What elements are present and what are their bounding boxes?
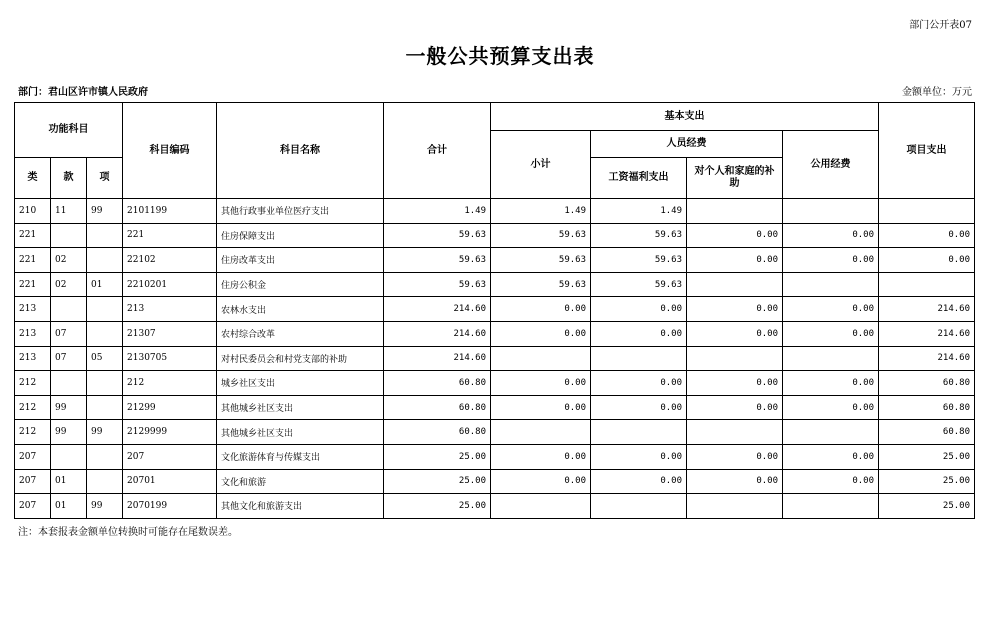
table-row — [15, 420, 975, 445]
cell-kuan — [51, 223, 87, 248]
cell-kuan: 99 — [51, 395, 87, 420]
cell-code: 207 — [123, 444, 217, 469]
cell-lei: 221 — [15, 223, 51, 248]
cell-project: 0.00 — [879, 223, 975, 248]
cell-kuan: 11 — [51, 199, 87, 224]
cell-xiang: 99 — [87, 494, 123, 519]
header-subtotal: 小计 — [491, 131, 591, 199]
cell-total: 25.00 — [384, 444, 491, 469]
table-body — [15, 199, 975, 519]
cell-individual: 0.00 — [687, 469, 783, 494]
table-row — [15, 248, 975, 273]
cell-total: 60.80 — [384, 371, 491, 396]
cell-total: 60.80 — [384, 420, 491, 445]
cell-public: 0.00 — [783, 395, 879, 420]
cell-individual — [687, 346, 783, 371]
footer-note: 注：本套报表金额单位转换时可能存在尾数误差。 — [18, 527, 238, 538]
cell-public — [783, 346, 879, 371]
header-project: 项目支出 — [879, 103, 975, 199]
table-row — [15, 346, 975, 371]
cell-xiang: 99 — [87, 199, 123, 224]
cell-lei: 221 — [15, 248, 51, 273]
cell-xiang: 01 — [87, 272, 123, 297]
cell-project: 214.60 — [879, 321, 975, 346]
table-row — [15, 223, 975, 248]
cell-kuan: 99 — [51, 420, 87, 445]
cell-xiang — [87, 248, 123, 273]
cell-total: 25.00 — [384, 469, 491, 494]
cell-project: 25.00 — [879, 444, 975, 469]
header-public: 公用经费 — [783, 131, 879, 199]
cell-lei: 210 — [15, 199, 51, 224]
cell-code: 213 — [123, 297, 217, 322]
cell-total: 59.63 — [384, 272, 491, 297]
cell-project: 214.60 — [879, 297, 975, 322]
form-number: 部门公开表07 — [909, 20, 972, 31]
table-row — [15, 321, 975, 346]
cell-project: 0.00 — [879, 248, 975, 273]
cell-kuan — [51, 371, 87, 396]
cell-lei: 213 — [15, 346, 51, 371]
cell-name: 文化旅游体育与传媒支出 — [217, 444, 384, 469]
cell-subtotal: 0.00 — [491, 395, 591, 420]
cell-code: 2129999 — [123, 420, 217, 445]
header-func-subject: 功能科目 — [15, 103, 123, 158]
cell-kuan — [51, 444, 87, 469]
cell-lei: 213 — [15, 297, 51, 322]
header-total: 合计 — [384, 103, 491, 199]
cell-individual: 0.00 — [687, 297, 783, 322]
cell-wages — [591, 420, 687, 445]
cell-public: 0.00 — [783, 248, 879, 273]
cell-code: 21307 — [123, 321, 217, 346]
cell-total: 59.63 — [384, 248, 491, 273]
cell-individual: 0.00 — [687, 223, 783, 248]
budget-table — [14, 102, 975, 519]
cell-code: 20701 — [123, 469, 217, 494]
cell-wages: 0.00 — [591, 297, 687, 322]
table-row — [15, 371, 975, 396]
cell-subtotal: 0.00 — [491, 321, 591, 346]
cell-code: 2101199 — [123, 199, 217, 224]
cell-wages: 59.63 — [591, 223, 687, 248]
table-row — [15, 395, 975, 420]
cell-public — [783, 272, 879, 297]
cell-project: 25.00 — [879, 469, 975, 494]
cell-name: 其他城乡社区支出 — [217, 395, 384, 420]
cell-public — [783, 494, 879, 519]
cell-lei: 212 — [15, 420, 51, 445]
cell-wages: 0.00 — [591, 444, 687, 469]
header-code: 科目编码 — [123, 103, 217, 199]
cell-public: 0.00 — [783, 223, 879, 248]
cell-project: 25.00 — [879, 494, 975, 519]
cell-code: 2130705 — [123, 346, 217, 371]
cell-kuan: 02 — [51, 248, 87, 273]
cell-name: 住房保障支出 — [217, 223, 384, 248]
cell-kuan: 07 — [51, 321, 87, 346]
cell-name: 对村民委员会和村党支部的补助 — [217, 346, 384, 371]
cell-public: 0.00 — [783, 371, 879, 396]
cell-subtotal — [491, 420, 591, 445]
cell-code: 22102 — [123, 248, 217, 273]
cell-individual: 0.00 — [687, 371, 783, 396]
cell-lei: 212 — [15, 395, 51, 420]
cell-subtotal: 0.00 — [491, 444, 591, 469]
cell-individual — [687, 272, 783, 297]
cell-individual: 0.00 — [687, 444, 783, 469]
cell-xiang: 99 — [87, 420, 123, 445]
cell-wages: 59.63 — [591, 272, 687, 297]
header-xiang: 项 — [87, 158, 123, 199]
cell-individual — [687, 199, 783, 224]
cell-wages: 0.00 — [591, 395, 687, 420]
cell-lei: 221 — [15, 272, 51, 297]
cell-total: 25.00 — [384, 494, 491, 519]
cell-name: 住房公积金 — [217, 272, 384, 297]
cell-wages: 0.00 — [591, 371, 687, 396]
cell-lei: 207 — [15, 469, 51, 494]
header-kuan: 款 — [51, 158, 87, 199]
cell-lei: 207 — [15, 444, 51, 469]
cell-public: 0.00 — [783, 297, 879, 322]
cell-name: 住房改革支出 — [217, 248, 384, 273]
cell-subtotal: 59.63 — [491, 223, 591, 248]
header-wages: 工资福利支出 — [591, 158, 687, 199]
cell-individual — [687, 494, 783, 519]
cell-xiang: 05 — [87, 346, 123, 371]
cell-code: 21299 — [123, 395, 217, 420]
cell-public — [783, 420, 879, 445]
cell-total: 59.63 — [384, 223, 491, 248]
header-personnel: 人员经费 — [591, 131, 783, 158]
cell-subtotal: 59.63 — [491, 272, 591, 297]
cell-project — [879, 199, 975, 224]
cell-total: 60.80 — [384, 395, 491, 420]
cell-subtotal: 59.63 — [491, 248, 591, 273]
cell-kuan — [51, 297, 87, 322]
cell-kuan: 01 — [51, 469, 87, 494]
cell-lei: 212 — [15, 371, 51, 396]
cell-subtotal: 1.49 — [491, 199, 591, 224]
header-basic: 基本支出 — [491, 103, 879, 131]
cell-public: 0.00 — [783, 321, 879, 346]
cell-subtotal — [491, 494, 591, 519]
header-lei: 类 — [15, 158, 51, 199]
cell-public — [783, 199, 879, 224]
cell-xiang — [87, 297, 123, 322]
cell-project — [879, 272, 975, 297]
cell-kuan: 07 — [51, 346, 87, 371]
page-title: 一般公共预算支出表 — [405, 44, 595, 68]
cell-lei: 213 — [15, 321, 51, 346]
cell-total: 1.49 — [384, 199, 491, 224]
cell-subtotal: 0.00 — [491, 371, 591, 396]
table-row — [15, 272, 975, 297]
cell-subtotal — [491, 346, 591, 371]
cell-lei: 207 — [15, 494, 51, 519]
cell-kuan: 02 — [51, 272, 87, 297]
cell-wages: 1.49 — [591, 199, 687, 224]
cell-total: 214.60 — [384, 297, 491, 322]
table-row — [15, 444, 975, 469]
cell-code: 2070199 — [123, 494, 217, 519]
cell-total: 214.60 — [384, 321, 491, 346]
cell-project: 60.80 — [879, 420, 975, 445]
table-row — [15, 469, 975, 494]
table-row — [15, 199, 975, 224]
cell-wages — [591, 346, 687, 371]
cell-individual — [687, 420, 783, 445]
cell-name: 农林水支出 — [217, 297, 384, 322]
cell-project: 60.80 — [879, 395, 975, 420]
cell-wages: 0.00 — [591, 321, 687, 346]
cell-xiang — [87, 321, 123, 346]
cell-name: 文化和旅游 — [217, 469, 384, 494]
table-row — [15, 494, 975, 519]
cell-public: 0.00 — [783, 469, 879, 494]
cell-wages: 0.00 — [591, 469, 687, 494]
cell-wages — [591, 494, 687, 519]
cell-xiang — [87, 223, 123, 248]
cell-name: 其他行政事业单位医疗支出 — [217, 199, 384, 224]
amount-unit-label: 金额单位：万元 — [902, 87, 972, 98]
cell-code: 2210201 — [123, 272, 217, 297]
cell-project: 214.60 — [879, 346, 975, 371]
cell-project: 60.80 — [879, 371, 975, 396]
cell-xiang — [87, 469, 123, 494]
cell-xiang — [87, 444, 123, 469]
header-name: 科目名称 — [217, 103, 384, 199]
cell-subtotal: 0.00 — [491, 469, 591, 494]
cell-xiang — [87, 371, 123, 396]
cell-name: 其他文化和旅游支出 — [217, 494, 384, 519]
cell-individual: 0.00 — [687, 395, 783, 420]
cell-individual: 0.00 — [687, 248, 783, 273]
cell-individual: 0.00 — [687, 321, 783, 346]
cell-name: 城乡社区支出 — [217, 371, 384, 396]
cell-wages: 59.63 — [591, 248, 687, 273]
cell-name: 其他城乡社区支出 — [217, 420, 384, 445]
cell-xiang — [87, 395, 123, 420]
header-individual: 对个人和家庭的补助 — [687, 158, 783, 199]
cell-code: 212 — [123, 371, 217, 396]
department-label: 部门：君山区许市镇人民政府 — [18, 87, 148, 98]
cell-kuan: 01 — [51, 494, 87, 519]
table-row — [15, 297, 975, 322]
cell-total: 214.60 — [384, 346, 491, 371]
cell-name: 农村综合改革 — [217, 321, 384, 346]
cell-public: 0.00 — [783, 444, 879, 469]
cell-subtotal: 0.00 — [491, 297, 591, 322]
cell-code: 221 — [123, 223, 217, 248]
